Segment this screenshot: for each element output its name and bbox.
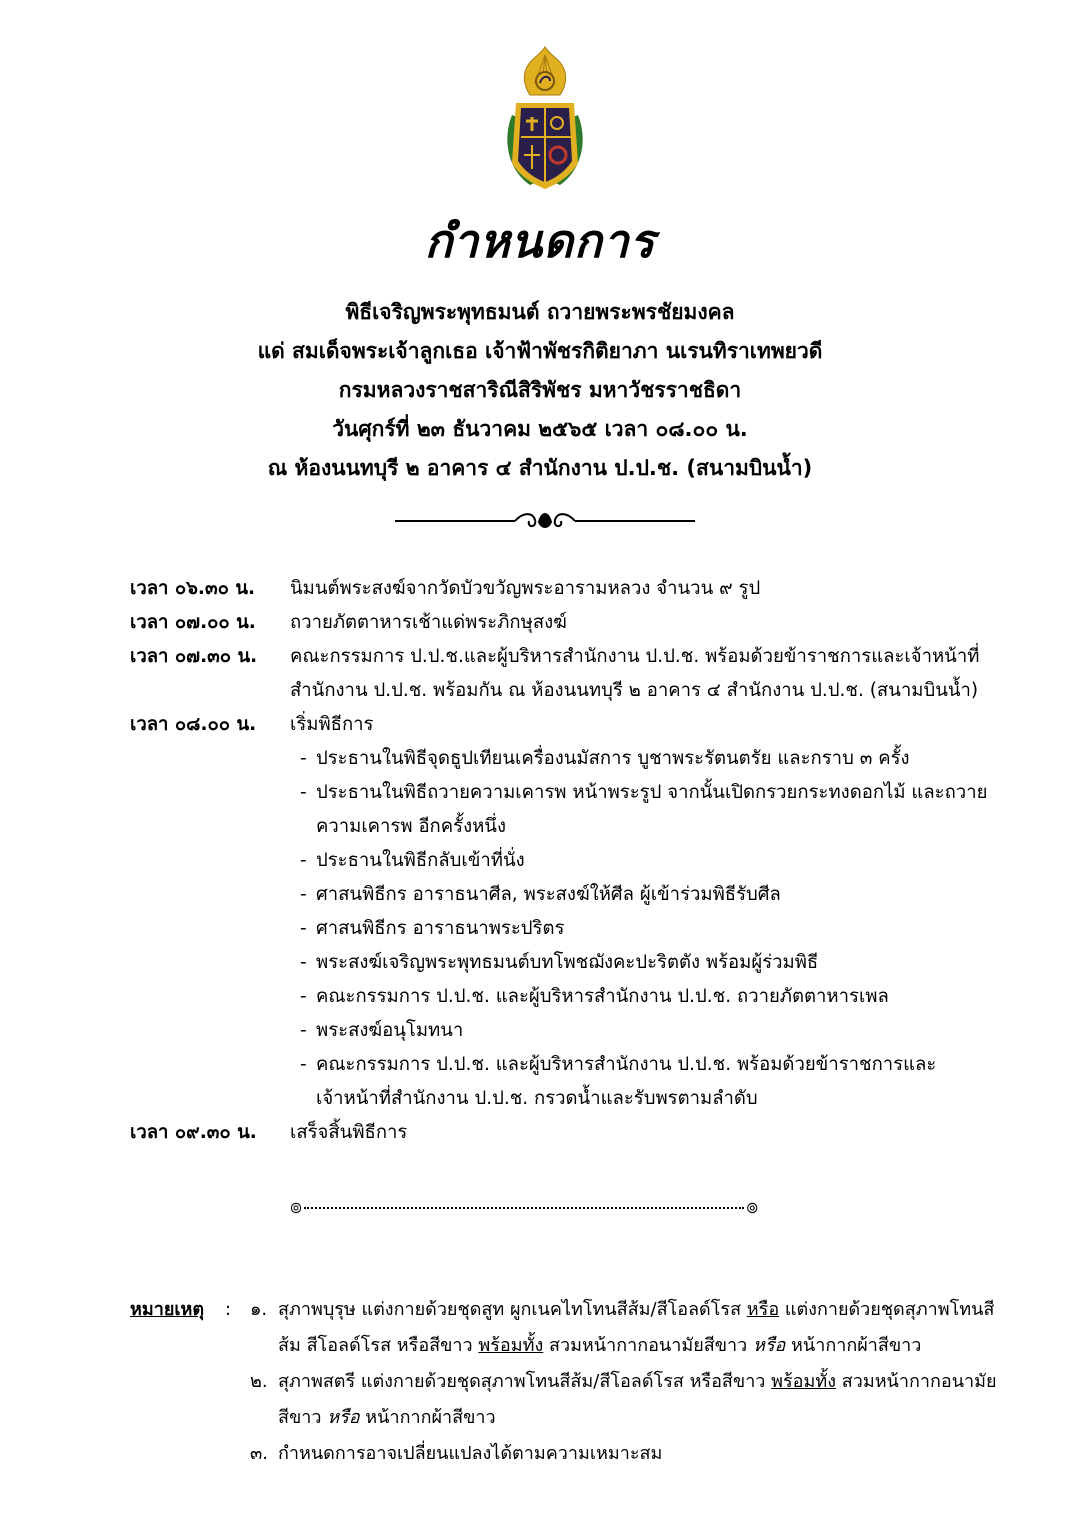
schedule-time: เวลา ๐๘.๐๐ น. xyxy=(130,714,257,735)
nacc-emblem-icon xyxy=(490,45,600,195)
ceremony-item: - ประธานในพิธีจุดธูปเทียนเครื่องนมัสการ บูชาพระรัตนตรัย และกราบ ๓ ครั้ง xyxy=(300,742,1010,776)
note-number: ๒. xyxy=(250,1371,268,1392)
note-number: ๑. xyxy=(250,1299,268,1320)
header-line: กรมหลวงราชสาริณีสิริพัชร มหาวัชรราชธิดา xyxy=(338,378,742,402)
ceremony-item: - คณะกรรมการ ป.ป.ช. และผู้บริหารสำนักงาน ป.ป.ช. พร้อมด้วยข้าราชการและ เจ้าหน้าที่สำนักงาน ป.ป.ช. กรวดน้ำและรับพรตามลำดับ xyxy=(300,1048,1010,1116)
schedule-time: เวลา ๐๖.๓๐ น. xyxy=(130,578,255,599)
note-row xyxy=(130,1292,1000,1364)
end-mark-right: ๏ xyxy=(746,1194,759,1218)
note-segment: สุภาพบุรุษ แต่งกายด้วยชุดสูท ผูกเนคไทโทนสีส้ม/สีโอลด์โรส xyxy=(278,1299,747,1320)
ceremony-item: - คณะกรรมการ ป.ป.ช. และผู้บริหารสำนักงาน ป.ป.ช. ถวายภัตตาหารเพล xyxy=(300,980,1010,1014)
schedule-row xyxy=(130,1116,1010,1150)
ceremony-items xyxy=(290,742,1010,1116)
note-row xyxy=(130,1364,1000,1436)
note-segment: แต่งกายด้วยชุดสุภาพโทนสีส้ม สีโอลด์โรส หรือสีขาว xyxy=(278,1299,995,1356)
note-segment: หน้ากากผ้าสีขาว xyxy=(359,1407,496,1428)
notes-colon: : xyxy=(225,1299,232,1320)
schedule-text: คณะกรรมการ ป.ป.ช.และผู้บริหารสำนักงาน ป.ป.ช. พร้อมด้วยข้าราชการและเจ้าหน้าที่ xyxy=(290,646,980,667)
note-segment: หรือ xyxy=(327,1407,360,1428)
note-segment: หน้ากากผ้าสีขาว xyxy=(785,1335,922,1356)
note-text xyxy=(278,1436,1000,1472)
ceremony-item-text: ประธานในพิธีกลับเข้าที่นั่ง xyxy=(316,850,525,871)
document-title: กำหนดการ xyxy=(424,214,656,268)
schedule-text: ถวายภัตตาหารเช้าแด่พระภิกษุสงฆ์ xyxy=(290,612,567,633)
notes xyxy=(130,1292,1000,1472)
header-line: ณ ห้องนนทบุรี ๒ อาคาร ๔ สำนักงาน ป.ป.ช. (สนามบินน้ำ) xyxy=(267,456,813,480)
ceremony-item-text: ประธานในพิธีจุดธูปเทียนเครื่องนมัสการ บูชาพระรัตนตรัย และกราบ ๓ ครั้ง xyxy=(316,748,910,769)
end-mark xyxy=(290,1190,758,1222)
ceremony-item-text: ประธานในพิธีถวายความเคารพ หน้าพระรูป จากนั้นเปิดกรวยกระทงดอกไม้ และถวาย xyxy=(316,782,988,803)
note-segment: หรือ xyxy=(752,1335,786,1356)
schedule-text: เสร็จสิ้นพิธีการ xyxy=(290,1122,408,1143)
header-line: พิธีเจริญพระพุทธมนต์ ถวายพระพรชัยมงคล xyxy=(345,300,735,324)
note-segment: หรือ xyxy=(746,1299,780,1320)
ceremony-item: - ศาสนพิธีกร อาราธนาศีล, พระสงฆ์ให้ศีล ผู้เข้าร่วมพิธีรับศีล xyxy=(300,878,1010,912)
ceremony-item: - ประธานในพิธีถวายความเคารพ หน้าพระรูป จากนั้นเปิดกรวยกระทงดอกไม้ และถวาย ความเคารพ อีกครั้งหนึ่ง xyxy=(300,776,1010,844)
ceremony-item: - พระสงฆ์เจริญพระพุทธมนต์บทโพชฌังคะปะริตตัง พร้อมผู้ร่วมพิธี xyxy=(300,946,1010,980)
schedule-row xyxy=(130,708,1010,1116)
note-segment: พร้อมทั้ง xyxy=(771,1371,837,1392)
schedule-text: สำนักงาน ป.ป.ช. พร้อมกัน ณ ห้องนนทบุรี ๒ อาคาร ๔ สำนักงาน ป.ป.ช. (สนามบินน้ำ) xyxy=(290,680,979,701)
note-segment: สวมหน้ากากอนามัยสีขาว xyxy=(543,1335,753,1356)
ceremony-item-text: ความเคารพ อีกครั้งหนึ่ง xyxy=(316,816,506,837)
ceremony-item: - ประธานในพิธีกลับเข้าที่นั่ง xyxy=(300,844,1010,878)
ceremony-item: - ศาสนพิธีกร อาราธนาพระปริตร xyxy=(300,912,1010,946)
schedule-text: เริ่มพิธีการ xyxy=(290,714,374,735)
note-number: ๓. xyxy=(250,1443,269,1464)
schedule-row xyxy=(130,606,1010,640)
ceremony-item: - พระสงฆ์อนุโมทนา xyxy=(300,1014,1010,1048)
note-text xyxy=(278,1364,1000,1436)
ceremony-item-text: ศาสนพิธีกร อาราธนาพระปริตร xyxy=(316,918,565,939)
ceremony-item-text: ศาสนพิธีกร อาราธนาศีล, พระสงฆ์ให้ศีล ผู้เข้าร่วมพิธีรับศีล xyxy=(316,884,781,905)
ceremony-item-text: คณะกรรมการ ป.ป.ช. และผู้บริหารสำนักงาน ป.ป.ช. ถวายภัตตาหารเพล xyxy=(316,986,889,1007)
end-mark-left: ๏ xyxy=(290,1194,303,1218)
note-text xyxy=(278,1292,1000,1364)
note-segment: สุภาพสตรี แต่งกายด้วยชุดสุภาพโทนสีส้ม/สีโอลด์โรส หรือสีขาว xyxy=(278,1371,772,1392)
schedule-text: นิมนต์พระสงฆ์จากวัดบัวขวัญพระอารามหลวง จำนวน ๙ รูป xyxy=(290,578,761,599)
ceremony-item-text: พระสงฆ์อนุโมทนา xyxy=(316,1020,464,1041)
schedule xyxy=(130,572,1010,1150)
note-segment: กำหนดการอาจเปลี่ยนแปลงได้ตามความเหมาะสม xyxy=(278,1443,663,1464)
ornament-divider-icon xyxy=(395,506,695,536)
schedule-time: เวลา ๐๗.๓๐ น. xyxy=(130,646,258,667)
ceremony-header xyxy=(0,293,1080,488)
schedule-time: เวลา ๐๗.๐๐ น. xyxy=(130,612,256,633)
ceremony-item-text: คณะกรรมการ ป.ป.ช. และผู้บริหารสำนักงาน ป.ป.ช. พร้อมด้วยข้าราชการและ xyxy=(316,1054,937,1075)
header-line: แด่ สมเด็จพระเจ้าลูกเธอ เจ้าฟ้าพัชรกิติยาภา นเรนทิราเทพยวดี xyxy=(257,339,823,363)
ceremony-item-text: เจ้าหน้าที่สำนักงาน ป.ป.ช. กรวดน้ำและรับพรตามลำดับ xyxy=(316,1088,758,1109)
note-segment: พร้อมทั้ง xyxy=(478,1335,544,1356)
schedule-row xyxy=(130,572,1010,606)
dotted-line xyxy=(304,1207,744,1209)
ceremony-item-text: พระสงฆ์เจริญพระพุทธมนต์บทโพชฌังคะปะริตตัง พร้อมผู้ร่วมพิธี xyxy=(316,952,819,973)
note-segment: สวมหน้ากากอนามัยสีขาว xyxy=(278,1371,997,1428)
header-line: วันศุกร์ที่ ๒๓ ธันวาคม ๒๕๖๕ เวลา ๐๘.๐๐ น. xyxy=(332,417,748,441)
note-row xyxy=(130,1436,1000,1472)
schedule-time: เวลา ๐๙.๓๐ น. xyxy=(130,1122,257,1143)
schedule-row xyxy=(130,640,1010,708)
notes-label: หมายเหตุ xyxy=(130,1299,205,1320)
